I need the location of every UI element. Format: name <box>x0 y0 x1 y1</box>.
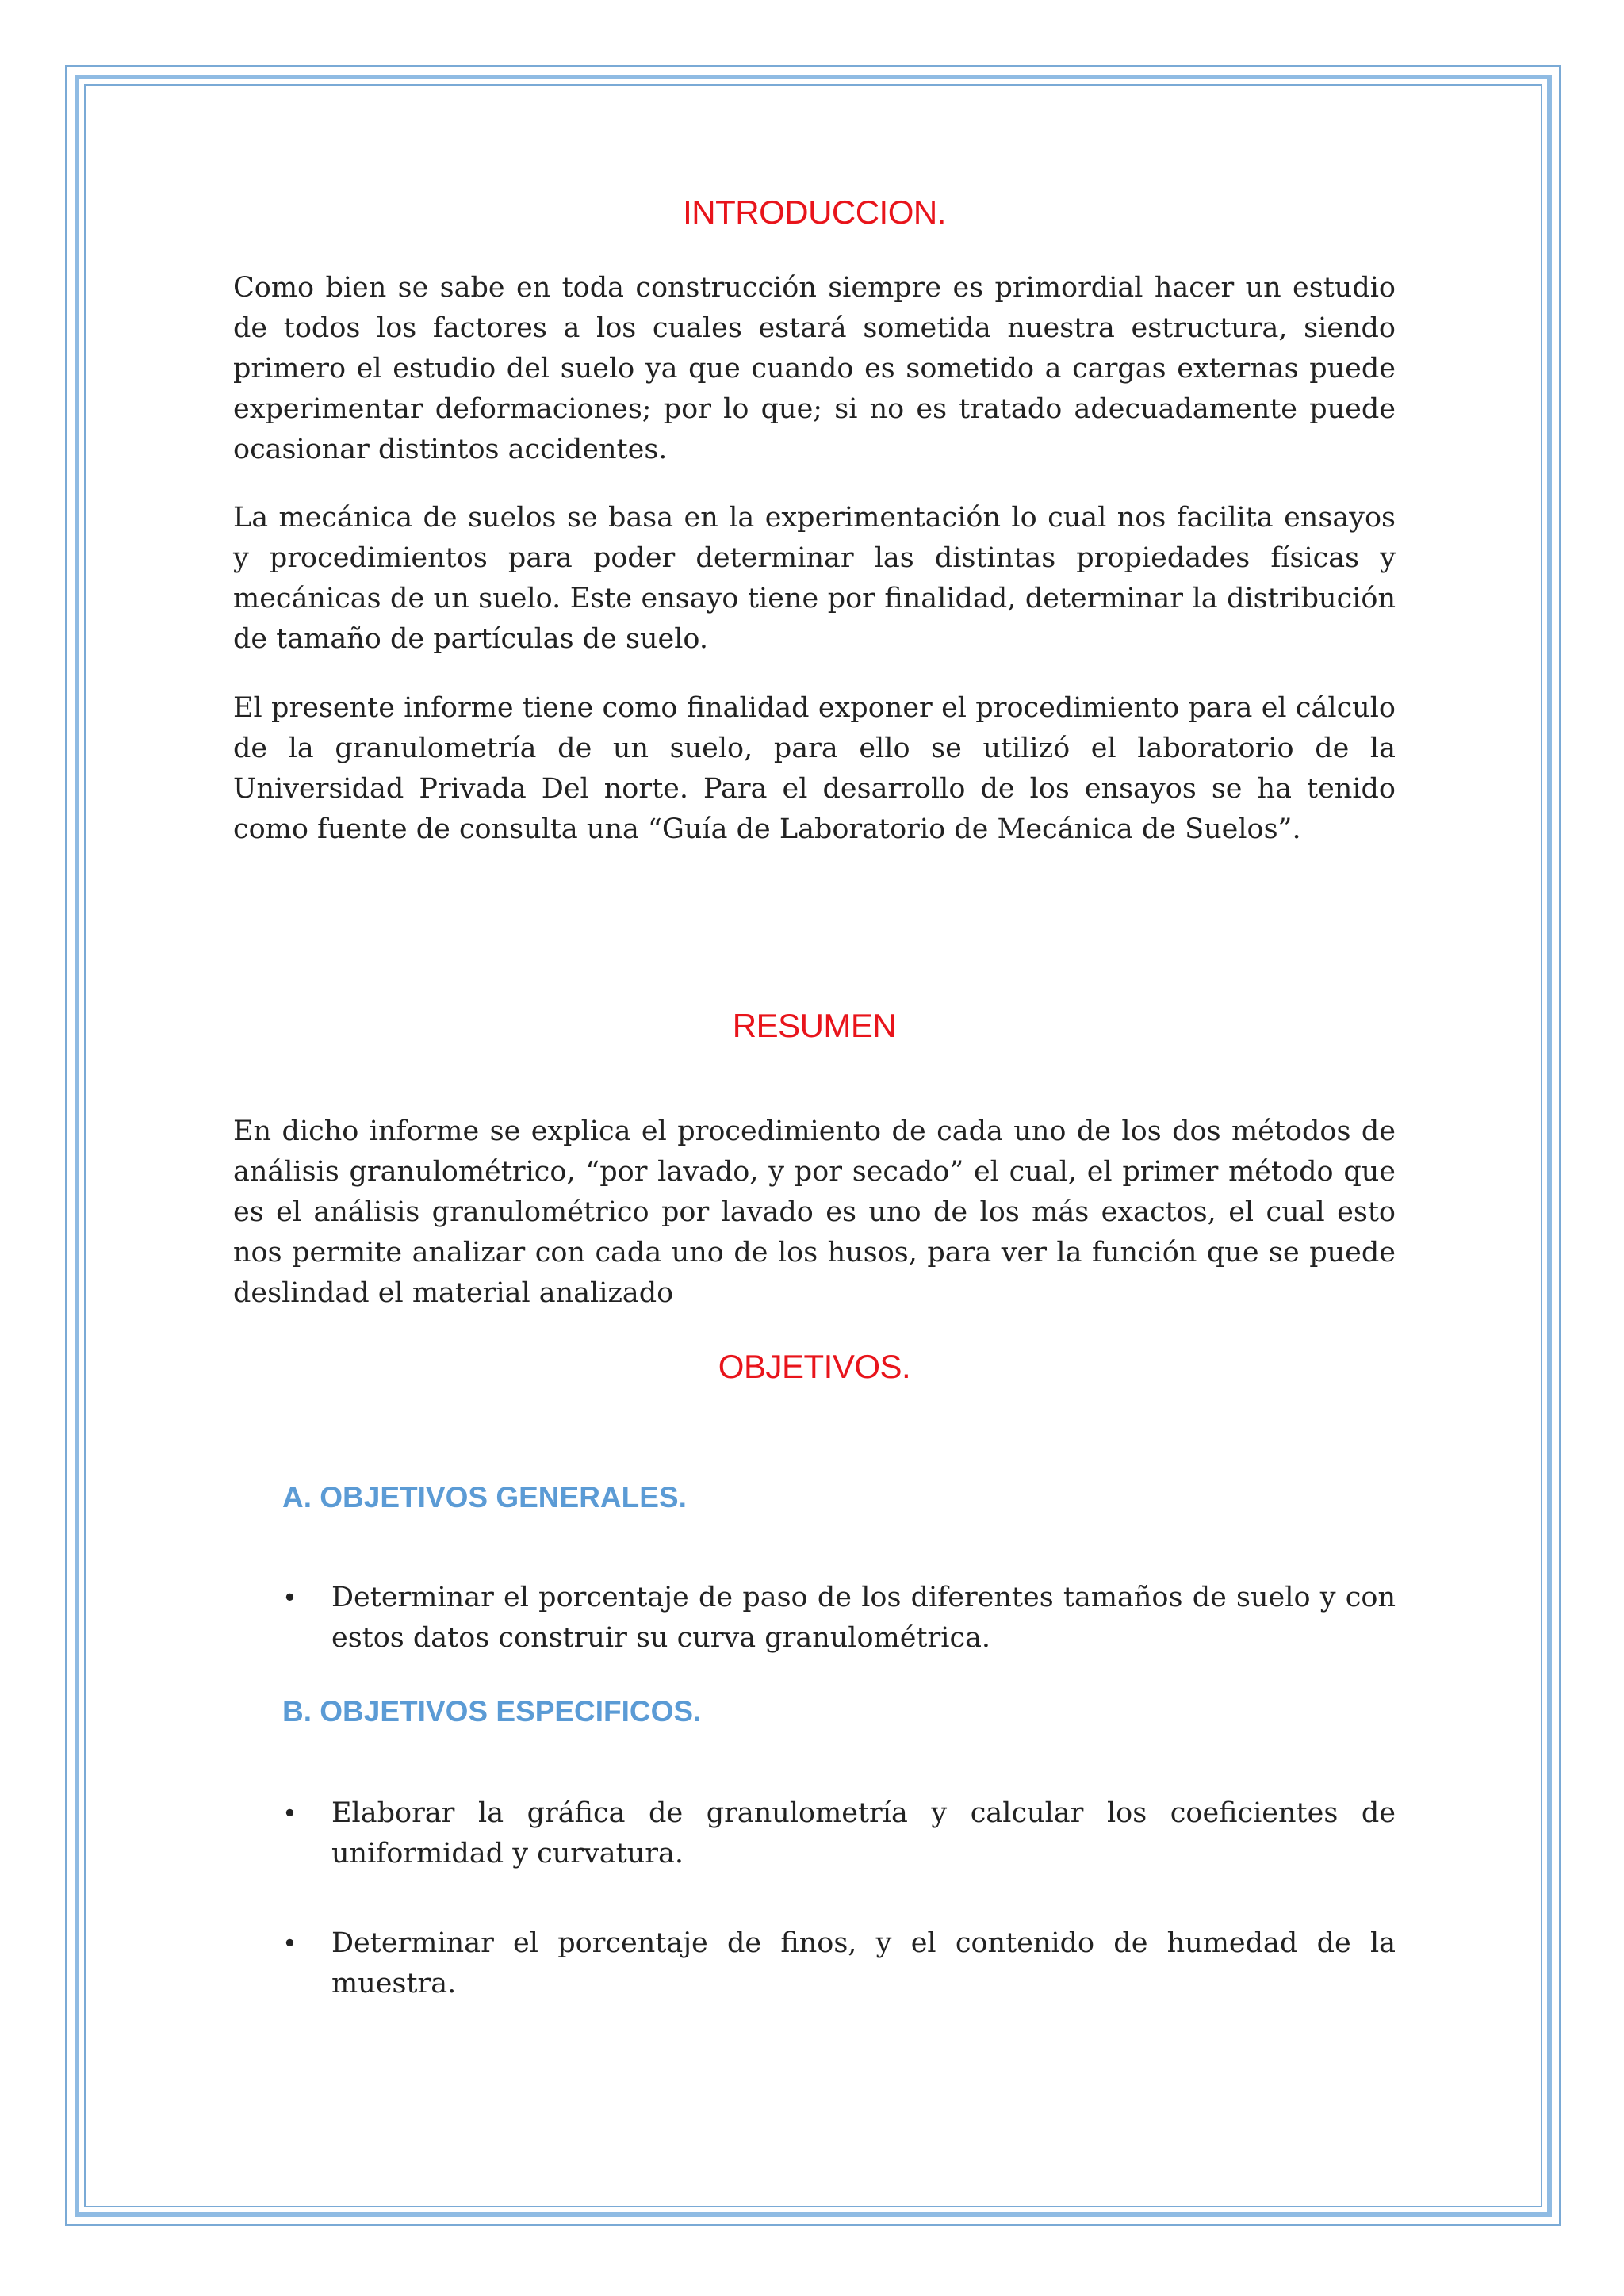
objetivo-general-1: Determinar el porcentaje de paso de los diferentes tamaños de suelo y con estos datos construir su curva granulométrica. <box>331 1582 1396 1654</box>
introduccion-paragraph-2: La mecánica de suelos se basa en la experimentación lo cual nos facilita ensayos y procedimientos para poder determinar las distintas propiedades físicas y mecánicas de un suelo. Este ensayo tiene por finalidad, determinar la distribución de tamaño de partículas de suelo. <box>233 502 1396 655</box>
objetivo-especifico-2: Determinar el porcentaje de finos, y el contenido de humedad de la muestra. <box>331 1927 1396 1999</box>
objetivos-generales-heading: A. OBJETIVOS GENERALES. <box>282 1481 687 1513</box>
objetivos-especificos-heading: B. OBJETIVOS ESPECIFICOS. <box>282 1695 702 1728</box>
resumen-paragraph: En dicho informe se explica el procedimiento de cada uno de los dos métodos de análisis granulométrico, “por lavado, y por secado” el cual, el primer método que es el análisis granulométrico por lavado es uno de los más exactos, el cual esto nos permite analizar con cada uno de los husos, para ver la función que se puede deslindad el material analizado <box>233 1115 1396 1309</box>
bullet-icon: • <box>282 1928 297 1958</box>
introduccion-title: INTRODUCCION. <box>683 193 946 231</box>
objetivo-especifico-1: Elaborar la gráfica de granulometría y calcular los coeficientes de uniformidad y curvatura. <box>331 1797 1396 1869</box>
objetivos-title: OBJETIVOS. <box>718 1348 911 1385</box>
introduccion-paragraph-1: Como bien se sabe en toda construcción siempre es primordial hacer un estudio de todos los factores a los cuales estará sometida nuestra estructura, siendo primero el estudio del suelo ya que cuando es sometido a cargas externas puede experimentar deformaciones; por lo que; si no es tratado adecuadamente puede ocasionar distintos accidentes. <box>233 272 1396 465</box>
bullet-icon: • <box>282 1582 297 1613</box>
resumen-title: RESUMEN <box>732 1007 897 1044</box>
introduccion-paragraph-3: El presente informe tiene como finalidad exponer el procedimiento para el cálculo de la granulometría de un suelo, para ello se utilizó el laboratorio de la Universidad Privada Del norte. Para el desarrollo de los ensayos se ha tenido como fuente de consulta una “Guía de Laboratorio de Mecánica de Suelos”. <box>233 692 1396 845</box>
bullet-icon: • <box>282 1798 297 1828</box>
